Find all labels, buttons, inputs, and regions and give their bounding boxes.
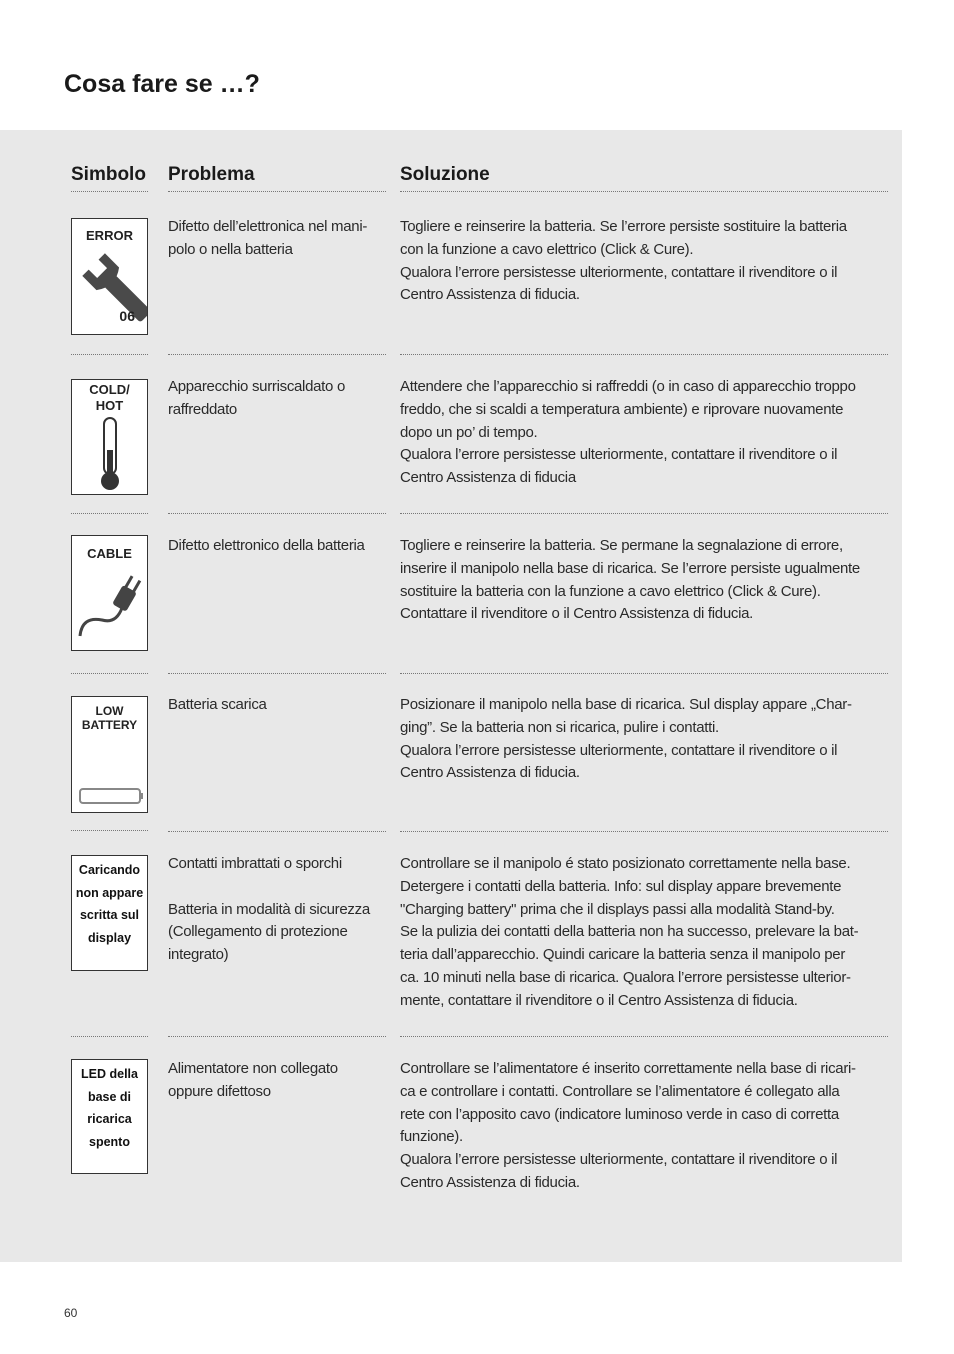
- symbol-text-line: LED della: [81, 1067, 138, 1081]
- problem-line: Alimentatore non collegato: [168, 1060, 338, 1077]
- problem-line: Difetto dell’elettronica nel mani-: [168, 218, 368, 235]
- error-symbol-label: ERROR: [86, 228, 133, 243]
- solution-line: Togliere e reinserire la batteria. Se l’errore persiste sostituire la batteria: [400, 218, 847, 235]
- row-divider: [71, 513, 148, 514]
- row-divider: [71, 354, 148, 355]
- row-divider: [71, 1036, 148, 1037]
- problem-line: Batteria scarica: [168, 696, 267, 713]
- error-symbol: [71, 218, 148, 335]
- solution-line: freddo, che si scaldi a temperatura ambiente) e riprovare nuovamente: [400, 400, 844, 418]
- problem-line: Apparecchio surriscaldato o: [168, 378, 345, 395]
- symbol-text-line: non appare: [75, 885, 144, 900]
- cold-hot-label-1: COLD/: [89, 382, 130, 397]
- solution-line: Qualora l’errore persistesse ulteriormente, contattare il rivenditore o il: [400, 446, 838, 464]
- solution-line: Se la pulizia dei contatti della batteria non ha successo, prelevare la bat-: [400, 923, 859, 941]
- row-2-problem: [168, 376, 390, 422]
- row-divider: [71, 673, 148, 674]
- page-number: 60: [64, 1306, 78, 1320]
- solution-line: funzione).: [400, 1128, 463, 1146]
- row-divider: [168, 513, 386, 514]
- row-3-problem: [168, 535, 390, 558]
- led-symbol-text: [72, 1063, 147, 1153]
- row-divider: [400, 831, 888, 832]
- row-4-solution: [400, 694, 892, 785]
- solution-line: Controllare se l’alimentatore é inserito correttamente nella base di ricari-: [400, 1060, 856, 1077]
- solution-line: mente, contattare il rivenditore o il Centro Assistenza di fiducia.: [400, 991, 798, 1009]
- symbol-text-line: base di: [87, 1089, 132, 1104]
- solution-line: Qualora l’errore persistesse ulteriormente, contattare il rivenditore o il: [400, 741, 838, 759]
- solution-line: Qualora l’errore persistesse ulteriormente, contattare il rivenditore o il: [400, 263, 838, 281]
- row-divider: [168, 831, 386, 832]
- cable-symbol: [71, 535, 148, 651]
- error-code: 06: [119, 308, 135, 324]
- cable-symbol-label: CABLE: [87, 546, 132, 561]
- low-battery-symbol: [71, 696, 148, 813]
- row-divider: [400, 673, 888, 674]
- problem-line: [168, 876, 390, 899]
- solution-line: Detergere i contatti della batteria. Info: sul display appare brevemente: [400, 877, 842, 895]
- solution-line: ca. 10 minuti nella base di ricarica. Qualora l’errore persistesse ulterior-: [400, 968, 851, 986]
- symbol-text-line: spento: [89, 1134, 130, 1149]
- solution-line: Centro Assistenza di fiducia.: [400, 764, 580, 782]
- problem-line: Contatti imbrattati o sporchi: [168, 855, 342, 872]
- row-5-problem: [168, 853, 390, 967]
- problem-line: Batteria in modalità di sicurezza: [168, 900, 370, 918]
- row-divider: [168, 673, 386, 674]
- row-1-solution: [400, 216, 892, 307]
- solution-line: ca e controllare i contatti. Controllare se l’alimentatore é collegato alla: [400, 1082, 840, 1100]
- solution-line: Contattare il rivenditore o il Centro Assistenza di fiducia.: [400, 605, 754, 623]
- wrench-icon: [72, 219, 148, 335]
- solution-line: con la funzione a cavo elettrico (Click & Cure).: [400, 240, 694, 258]
- plug-icon: [72, 536, 148, 651]
- row-3-solution: [400, 535, 892, 626]
- cold-hot-symbol: [71, 379, 148, 495]
- symbol-text-line: display: [87, 930, 132, 945]
- charging-symbol-text: [72, 859, 147, 949]
- row-1-problem: [168, 216, 390, 262]
- problem-line: Difetto elettronico della batteria: [168, 537, 365, 554]
- problem-line: integrato): [168, 946, 229, 964]
- solution-line: Posizionare il manipolo nella base di ricarica. Sul display appare „Char-: [400, 696, 852, 713]
- symbol-text-line: scritta sul: [79, 908, 140, 922]
- solution-line: Centro Assistenza di fiducia: [400, 469, 576, 487]
- low-battery-label-2: BATTERY: [81, 718, 138, 732]
- solution-line: Qualora l’errore persistesse ulteriormente, contattare il rivenditore o il: [400, 1151, 838, 1169]
- solution-line: sostituire la batteria con la funzione a cavo elettrico (Click & Cure).: [400, 582, 821, 600]
- row-divider: [400, 1036, 888, 1037]
- row-6-problem: [168, 1058, 390, 1104]
- cold-hot-label-2: HOT: [95, 398, 124, 413]
- solution-line: dopo un po’ di tempo.: [400, 423, 538, 441]
- solution-line: "Charging battery" prima che il displays passi alla modalità Stand-by.: [400, 900, 835, 918]
- page-title: Cosa fare se …?: [64, 70, 260, 98]
- solution-line: Togliere e reinserire la batteria. Se permane la segnalazione di errore,: [400, 537, 843, 554]
- row-2-solution: [400, 376, 892, 490]
- solution-line: rete con l’apposito cavo (indicatore luminoso verde in caso di corretta: [400, 1105, 839, 1123]
- row-6-solution: [400, 1058, 892, 1195]
- row-divider: [400, 513, 888, 514]
- led-text-symbol: [71, 1059, 148, 1174]
- problem-line: oppure difettoso: [168, 1082, 271, 1100]
- solution-line: Attendere che l’apparecchio si raffreddi (o in caso di apparecchio troppo: [400, 378, 856, 395]
- row-4-problem: [168, 694, 390, 717]
- symbol-text-line: ricarica: [87, 1112, 132, 1126]
- problem-line: raffreddato: [168, 400, 237, 418]
- row-divider: [168, 1036, 386, 1037]
- problem-line: (Collegamento di protezione: [168, 923, 348, 941]
- header-symbol: Simbolo: [71, 163, 148, 192]
- problem-line: polo o nella batteria: [168, 240, 293, 258]
- symbol-text-line: Caricando: [78, 863, 141, 877]
- row-divider: [71, 830, 148, 831]
- charging-text-symbol: [71, 855, 148, 971]
- battery-icon: [72, 697, 148, 813]
- row-5-solution: [400, 853, 892, 1013]
- thermometer-icon: [72, 380, 148, 495]
- row-divider: [168, 354, 386, 355]
- header-problem: Problema: [168, 163, 386, 192]
- solution-line: teria dall’apparecchio. Quindi caricare la batteria senza il manipolo per: [400, 946, 846, 964]
- header-solution: Soluzione: [400, 163, 888, 192]
- solution-line: Centro Assistenza di fiducia.: [400, 286, 580, 304]
- low-battery-label-1: LOW: [95, 704, 124, 718]
- solution-line: Controllare se il manipolo é stato posizionato correttamente nella base.: [400, 855, 851, 872]
- row-divider: [400, 354, 888, 355]
- solution-line: inserire il manipolo nella base di ricarica. Se l’errore persiste ugualmente: [400, 559, 860, 577]
- solution-line: ging”. Se la batteria non si ricarica, pulire i contatti.: [400, 718, 719, 736]
- solution-line: Centro Assistenza di fiducia.: [400, 1173, 580, 1191]
